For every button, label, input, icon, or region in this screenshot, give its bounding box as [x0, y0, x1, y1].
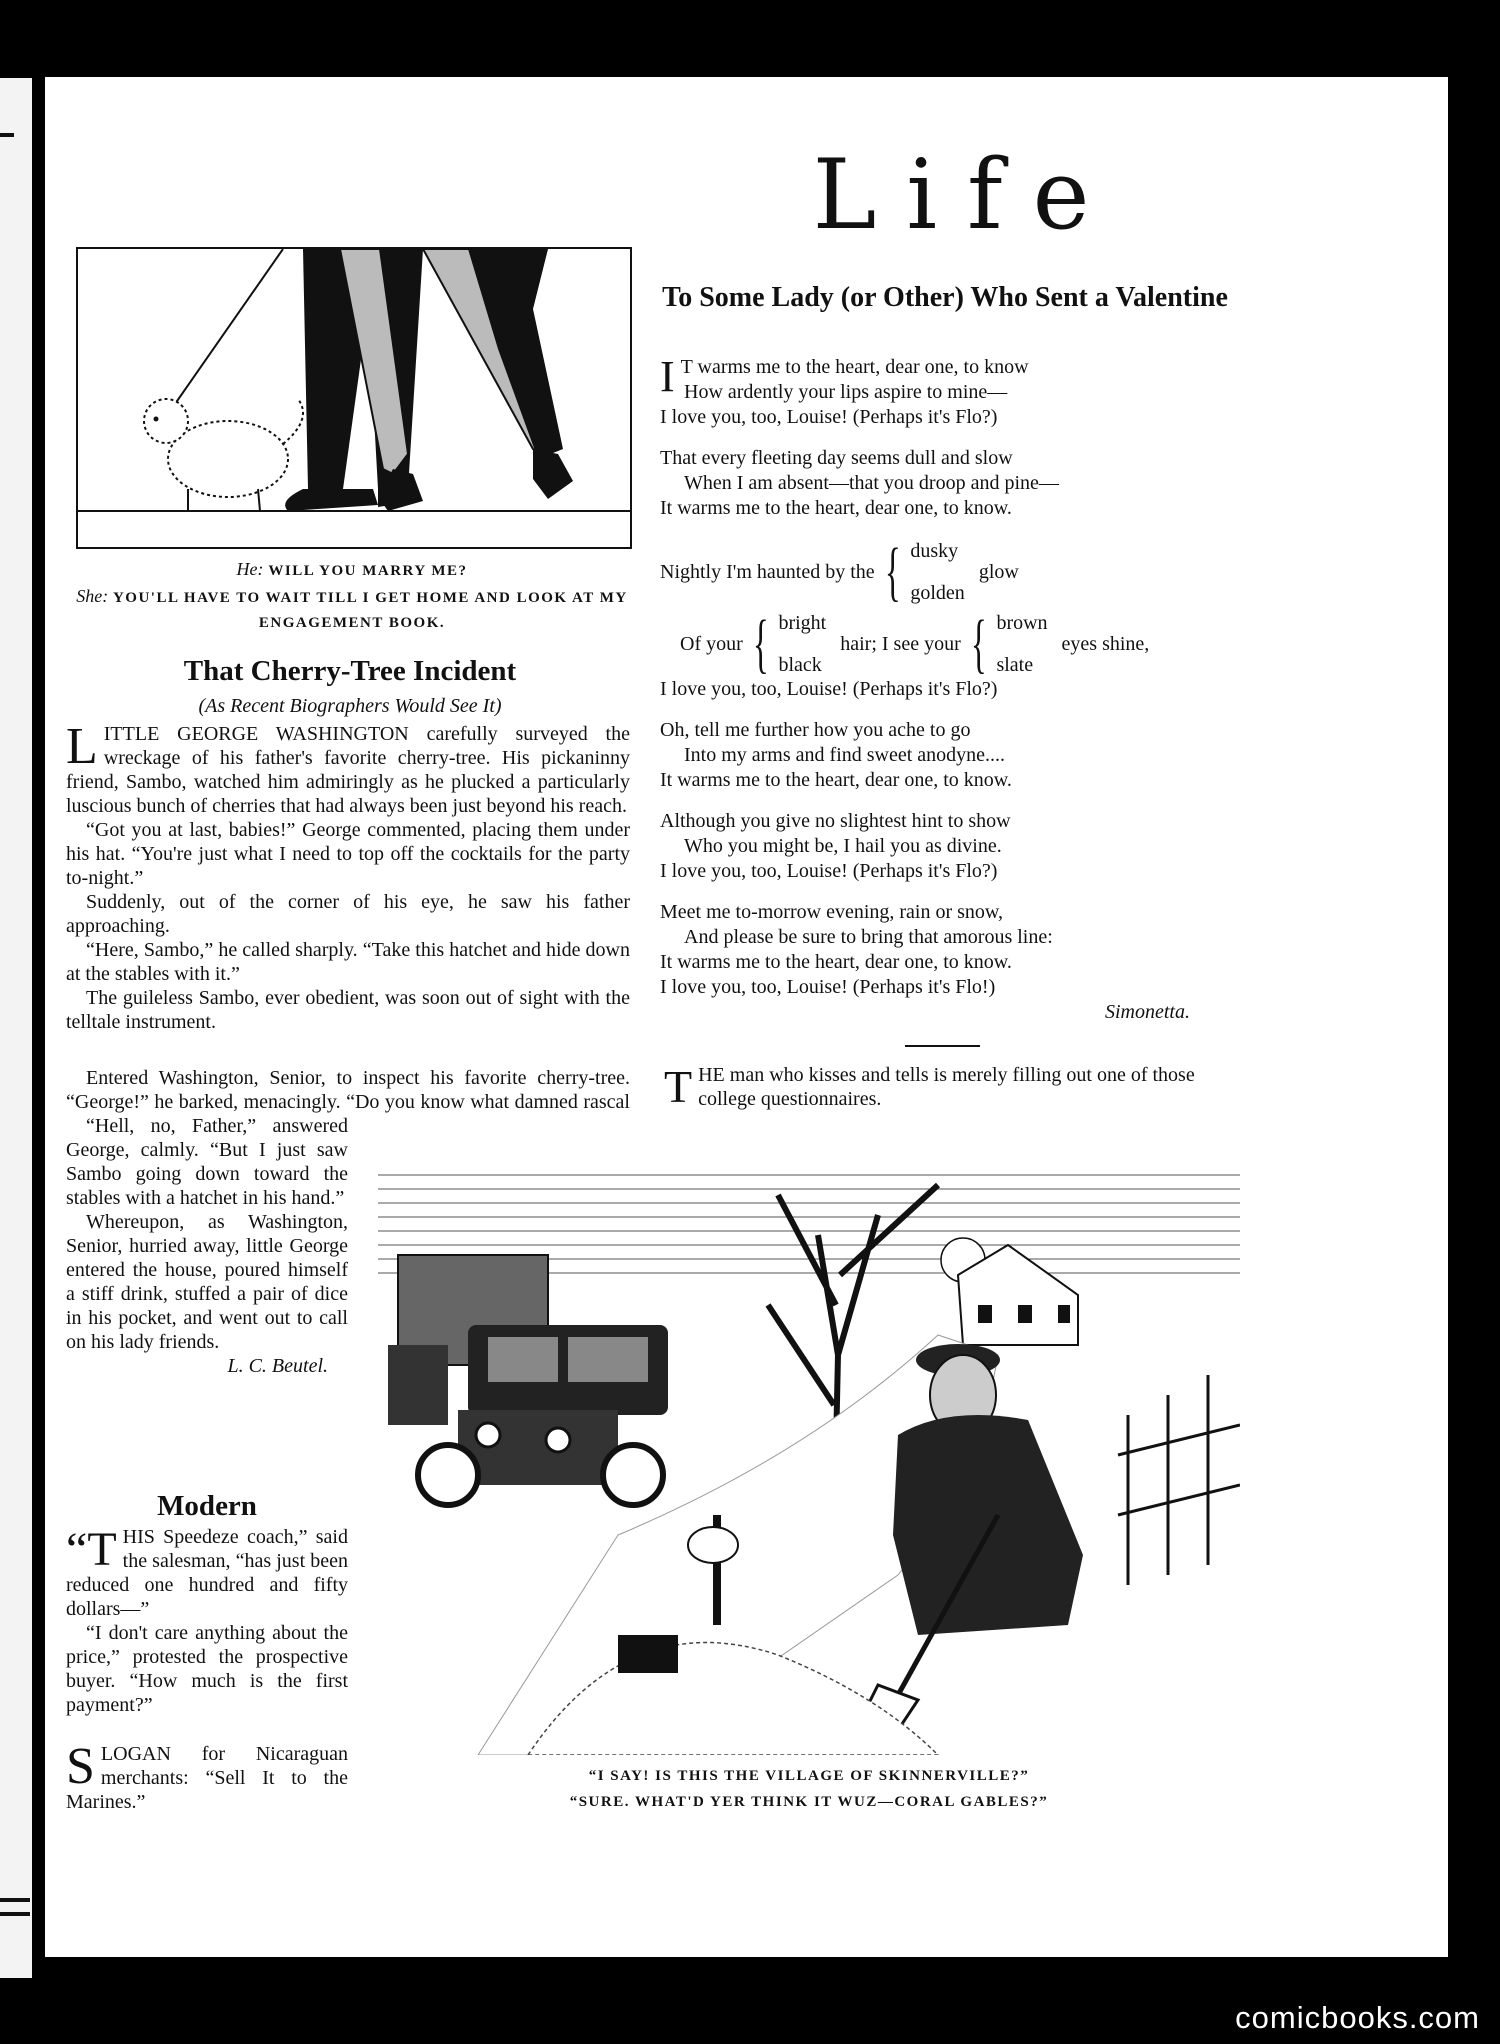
adjacent-page-edge	[0, 78, 32, 1978]
poem-fragment: hair; I see your	[840, 632, 961, 655]
cherry-dropcap: L	[66, 718, 98, 775]
winter-village-illustration	[378, 1155, 1240, 1755]
watermark: comicbooks.com	[1235, 2000, 1480, 2035]
slogan-article	[66, 1738, 348, 1814]
poem-line: T warms me to the heart, dear one, to know	[680, 356, 1029, 378]
cherry-p6: Entered Washington, Senior, to inspect his favorite cherry-tree. “George!” he barked, menacingly. “Do you know what damned rascal	[66, 1067, 630, 1113]
dog-walk-illustration	[78, 249, 630, 547]
modern-p1: HIS Speedeze coach,” said the salesman, “has just been reduced one hundred and fifty dollars—”	[66, 1526, 348, 1620]
cartoon-dog-walk	[76, 247, 632, 549]
caption-line2: YOU'LL HAVE TO WAIT TILL I GET HOME AND LOOK AT MY ENGAGEMENT BOOK.	[112, 590, 628, 631]
option-stack	[996, 612, 1047, 676]
cherry-p2: “Got you at last, babies!” George commented, placing them under his hat. “You're just what I need to top off the cocktails for the party to-night.”	[66, 819, 630, 889]
poem-line: When I am absent—that you droop and pine—	[684, 472, 1059, 494]
stanza-3	[660, 535, 1230, 702]
poem-fragment: Of your	[680, 632, 743, 655]
masthead: Life	[812, 139, 1120, 251]
page-edge-mark	[0, 133, 14, 137]
option-word: bright	[778, 612, 827, 634]
brace-glyph: {	[884, 535, 901, 608]
slogan-dropcap: S	[66, 1738, 95, 1795]
option-word: dusky	[910, 540, 959, 562]
cherry-p5: The guileless Sambo, ever obedient, was soon out of sight with the telltale instrument.	[66, 987, 630, 1033]
caption-line1: “I SAY! IS THIS THE VILLAGE OF SKINNERVILLE?”	[588, 1768, 1030, 1784]
caption-line1: WILL YOU MARRY ME?	[268, 563, 468, 579]
caption-speaker-she: She:	[76, 586, 109, 606]
valentine-title: To Some Lady (or Other) Who Sent a Valentine	[662, 282, 1228, 313]
poem-line: I love you, too, Louise! (Perhaps it's Flo!)	[660, 976, 996, 998]
cherry-p6-wide	[66, 1066, 630, 1114]
stanza-6	[660, 900, 1230, 1025]
kisses-article	[664, 1063, 1234, 1111]
section-divider	[905, 1045, 980, 1047]
poem-fragment: eyes shine,	[1061, 632, 1150, 655]
cherry-article-narrow	[66, 1114, 348, 1378]
cherry-article-top	[66, 718, 630, 1034]
brace-glyph: {	[970, 607, 987, 680]
cherry-p3: Suddenly, out of the corner of his eye, he saw his father approaching.	[66, 891, 630, 937]
poem-line: Who you might be, I hail you as divine.	[684, 835, 1002, 857]
modern-dropcap	[66, 1523, 117, 1576]
valentine-dropcap: I	[660, 352, 675, 401]
poem-fragment: Nightly I'm haunted by the	[660, 560, 875, 583]
cartoon1-caption	[76, 557, 628, 636]
caption-line2: “SURE. WHAT'D YER THINK IT WUZ—CORAL GABLES?”	[569, 1794, 1049, 1810]
poem-line: It warms me to the heart, dear one, to know.	[660, 951, 1012, 973]
brace-glyph: {	[752, 607, 769, 680]
valentine-poem	[660, 352, 1230, 1041]
option-word: black	[778, 654, 822, 676]
cherry-p7: “Hell, no, Father,” answered George, calmly. “But I just saw Sambo going down toward the stables with a hatchet in his hand.”	[66, 1115, 348, 1209]
poem-line: I love you, too, Louise! (Perhaps it's Flo?)	[660, 678, 998, 700]
stanza-2	[660, 446, 1230, 521]
brace-line-2	[660, 607, 1230, 680]
modern-article	[66, 1525, 348, 1717]
stanza-1	[660, 352, 1230, 430]
poem-fragment: glow	[978, 560, 1019, 583]
stanza-4	[660, 718, 1230, 793]
modern-p2: “I don't care anything about the price,” protested the prospective buyer. “How much is the first payment?”	[66, 1622, 348, 1716]
option-word: brown	[996, 612, 1048, 634]
option-word: slate	[996, 654, 1034, 676]
page-edge-mark	[0, 1912, 30, 1916]
valentine-author: Simonetta.	[1105, 1001, 1190, 1023]
kisses-dropcap: T	[664, 1061, 693, 1112]
cherry-p8: Whereupon, as Washington, Senior, hurried away, little George entered the house, poured himself a stiff drink, stuffed a pair of dice in his pocket, and went out to call on his lady friends.	[66, 1211, 348, 1353]
stanza-5	[660, 809, 1230, 884]
cherry-p4: “Here, Sambo,” he called sharply. “Take this hatchet and hide down at the stables with it.”	[66, 939, 630, 985]
poem-line: That every fleeting day seems dull and slow	[660, 447, 1013, 469]
modern-open-quote: “	[66, 1523, 88, 1576]
slogan-text: LOGAN for Nicaraguan merchants: “Sell It to the Marines.”	[66, 1743, 348, 1813]
cherry-author: L. C. Beutel.	[227, 1355, 328, 1377]
modern-title: Modern	[157, 1490, 257, 1522]
poem-line: And please be sure to bring that amorous line:	[684, 926, 1053, 948]
poem-line: Into my arms and find sweet anodyne....	[684, 744, 1006, 766]
page-edge-mark	[0, 1898, 30, 1902]
modern-dropcap-letter: T	[87, 1523, 117, 1576]
poem-line: It warms me to the heart, dear one, to know.	[660, 497, 1012, 519]
kisses-text: HE man who kisses and tells is merely filling out one of those college questionnaires.	[698, 1064, 1195, 1110]
option-stack	[778, 612, 826, 676]
poem-line: Oh, tell me further how you ache to go	[660, 719, 971, 741]
option-stack	[910, 540, 964, 604]
poem-line: I love you, too, Louise! (Perhaps it's Flo?)	[660, 860, 998, 882]
poem-line: I love you, too, Louise! (Perhaps it's Flo?)	[660, 406, 998, 428]
poem-line: Meet me to-morrow evening, rain or snow,	[660, 901, 1004, 923]
cherry-subtitle: (As Recent Biographers Would See It)	[198, 695, 502, 717]
option-word: golden	[910, 582, 965, 604]
brace-line-1	[660, 535, 1230, 608]
poem-line: Although you give no slightest hint to show	[660, 810, 1011, 832]
poem-line: It warms me to the heart, dear one, to know.	[660, 769, 1012, 791]
cartoon-winter-village	[378, 1155, 1240, 1755]
cartoon2-caption	[378, 1763, 1240, 1815]
cherry-p1: ITTLE GEORGE WASHINGTON carefully surveyed the wreckage of his father's favorite cherry-tree. His pickaninny friend, Sambo, watched him admiringly as he plucked a particularly luscious bunch of cherries that had always been just beyond his reach.	[66, 723, 630, 817]
poem-line: How ardently your lips aspire to mine—	[684, 381, 1008, 403]
cherry-title: That Cherry-Tree Incident	[183, 655, 517, 687]
caption-speaker-he: He:	[236, 559, 264, 579]
